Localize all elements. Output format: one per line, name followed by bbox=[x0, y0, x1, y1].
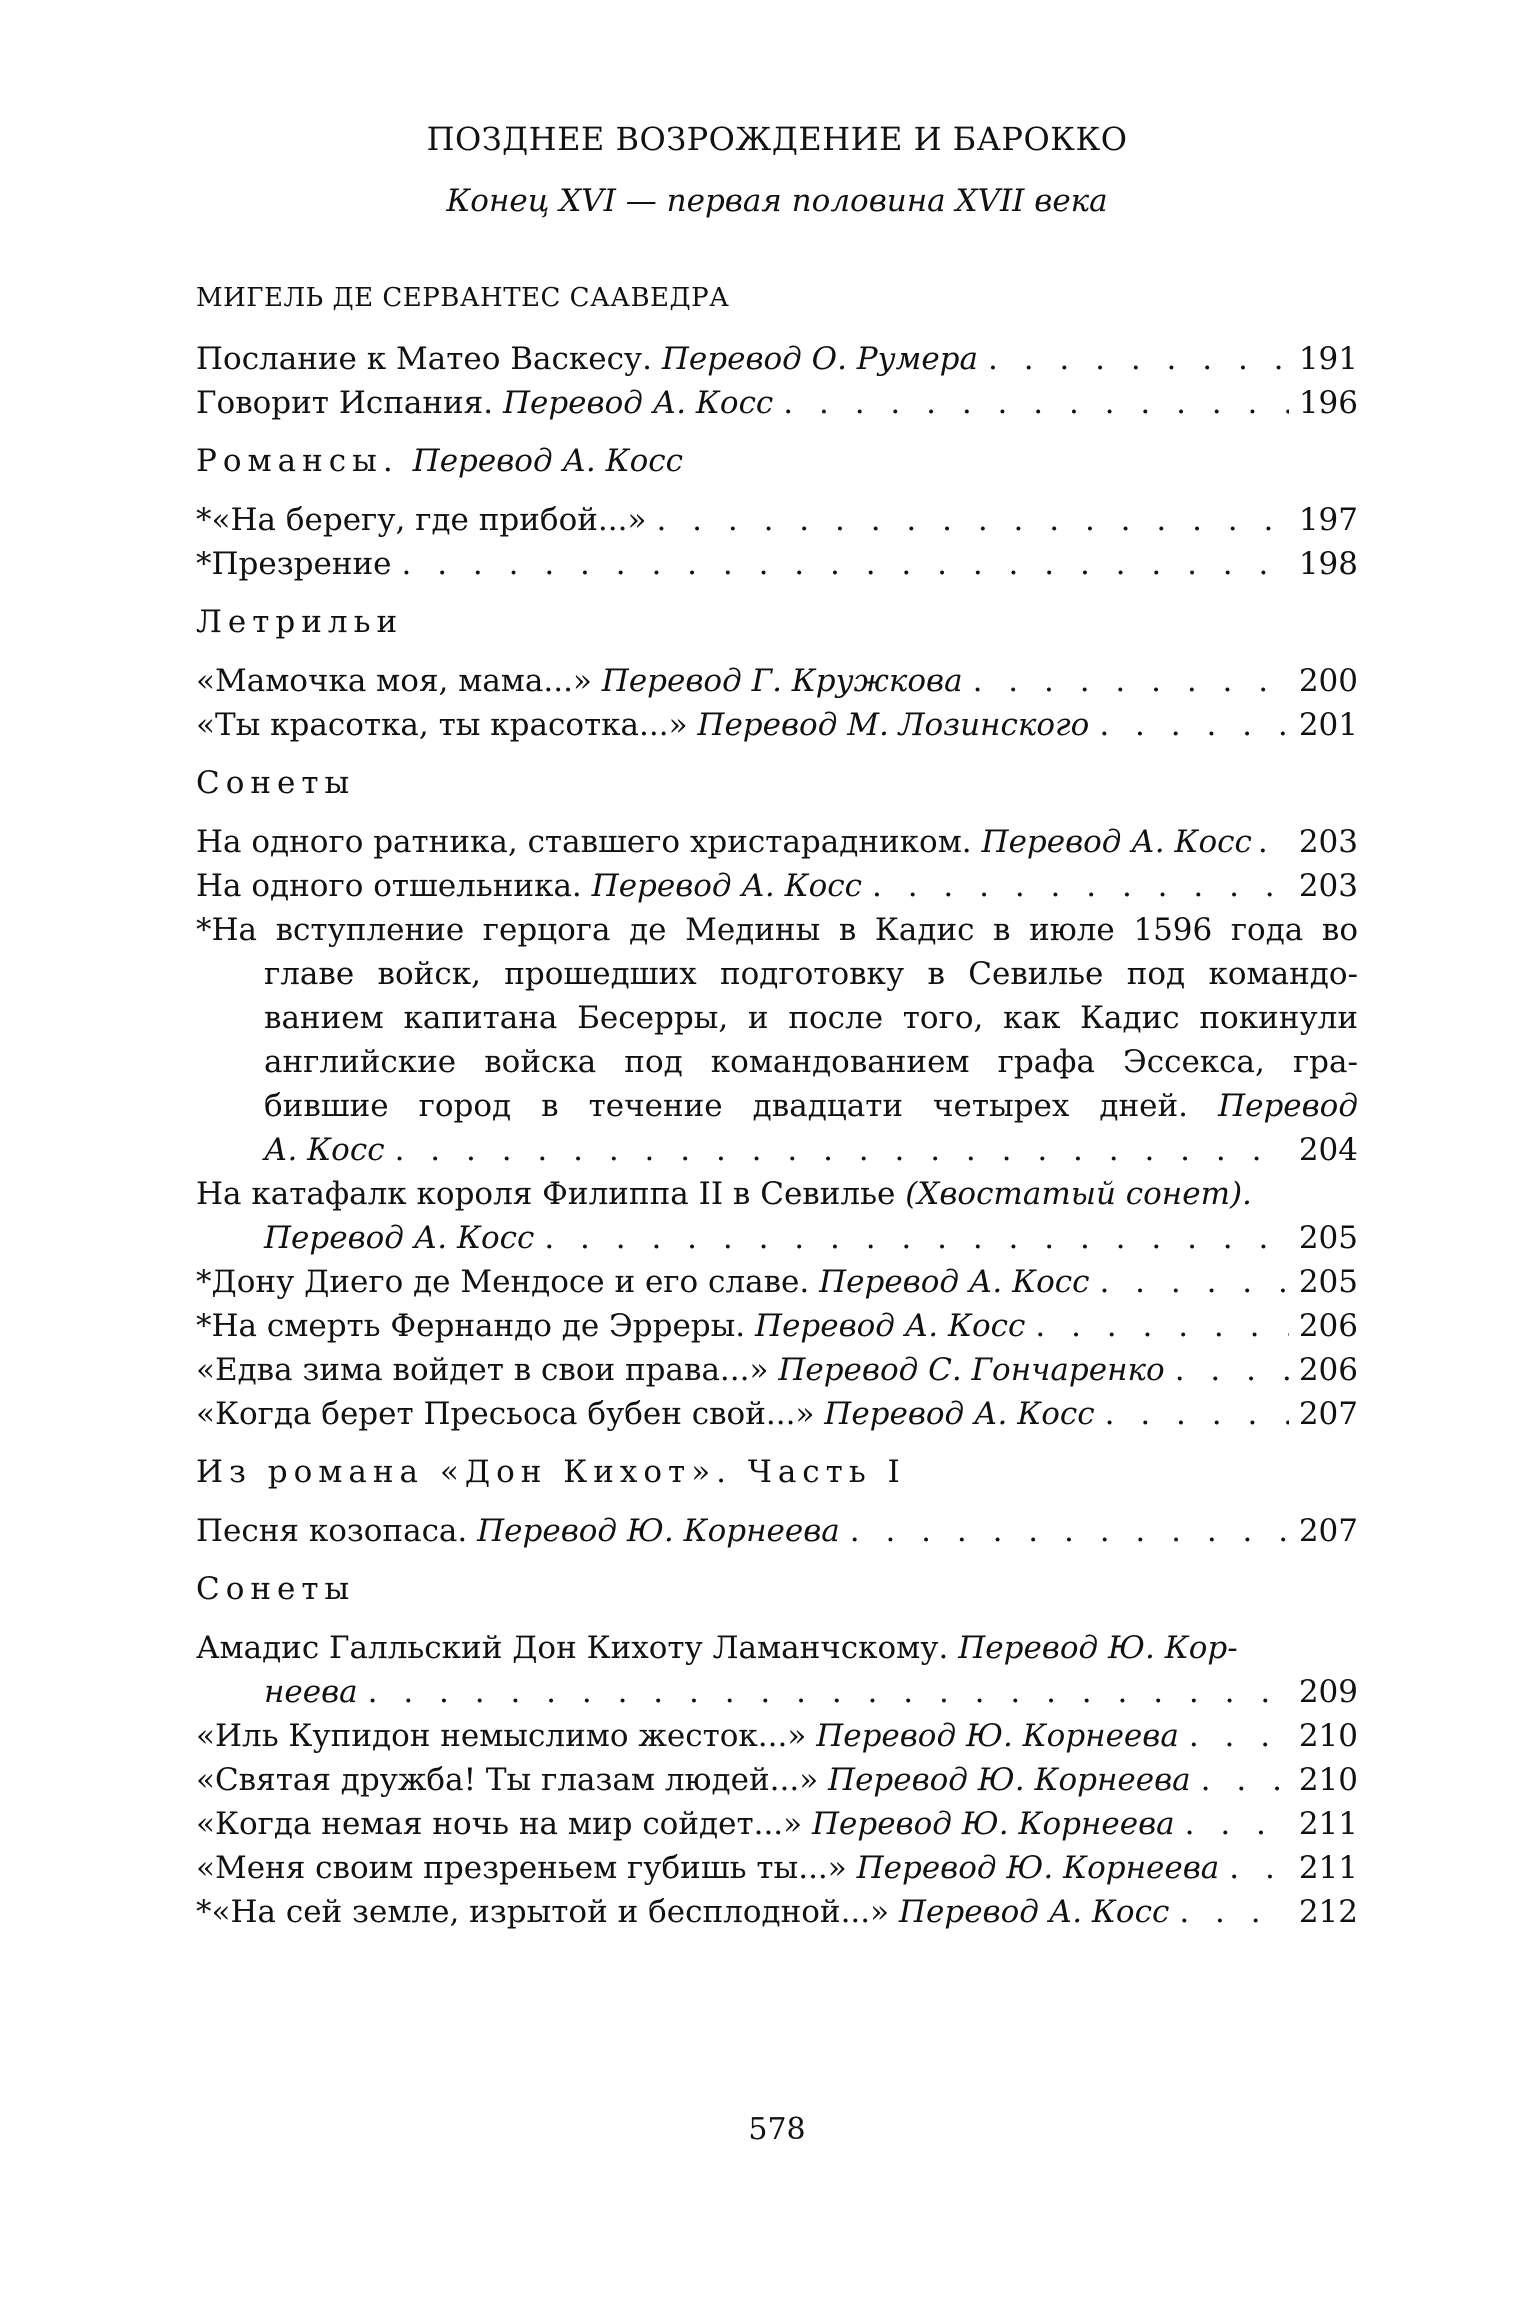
entry-translator: Перевод Г. Кружкова bbox=[601, 663, 963, 699]
subsection-heading: Сонеты bbox=[196, 1571, 356, 1607]
entry-title: На одного ратника, ставшего христарадником. bbox=[196, 824, 972, 860]
entry-title: «Иль Купидон немыслимо жесток...» bbox=[196, 1718, 807, 1754]
dot-leader bbox=[1229, 1846, 1289, 1890]
entry-title: На катафалк короля Филиппа II в Севилье bbox=[196, 1176, 896, 1212]
entry-page: 207 bbox=[1298, 1396, 1358, 1432]
entry-translator: А. Косс bbox=[264, 1132, 385, 1168]
subsection-heading: Летрильи bbox=[196, 604, 404, 640]
entry-title-line: бившие город в течение двадцати четырех дней. bbox=[264, 1088, 1189, 1124]
page-number: 578 bbox=[748, 2112, 806, 2147]
entry-title: «Ты красотка, ты красотка...» bbox=[196, 707, 688, 743]
dot-leader bbox=[1175, 1348, 1289, 1392]
entry-title: *На смерть Фернандо де Эрреры. bbox=[196, 1308, 746, 1344]
dot-leader bbox=[395, 1128, 1289, 1172]
entry-title-line: ванием капитана Бесерры, и после того, как Кадис покинули bbox=[264, 1000, 1358, 1036]
entry-page: 209 bbox=[1298, 1674, 1358, 1710]
toc-entry bbox=[196, 864, 1358, 908]
dot-leader bbox=[1099, 1260, 1288, 1304]
entry-page: 196 bbox=[1298, 385, 1358, 421]
entry-page: 206 bbox=[1298, 1308, 1358, 1344]
dot-leader bbox=[1201, 1758, 1289, 1802]
entry-page: 204 bbox=[1298, 1132, 1358, 1168]
entry-translator: Перевод А. Косс bbox=[264, 1220, 535, 1256]
section-title: ПОЗДНЕЕ ВОЗРОЖДЕНИЕ И БАРОККО bbox=[426, 120, 1128, 158]
section-subtitle: Конец XVI — первая половина XVII века bbox=[446, 183, 1108, 219]
toc-entry bbox=[196, 498, 1358, 542]
toc-entry bbox=[196, 542, 1358, 586]
entry-title-line: главе войск, прошедших подготовку в Севилье под командо- bbox=[264, 956, 1358, 992]
toc-entry bbox=[196, 1758, 1358, 1802]
author-heading: МИГЕЛЬ ДЕ СЕРВАНТЕС СААВЕДРА bbox=[196, 283, 730, 313]
entry-translator: Перевод А. Косс bbox=[981, 824, 1252, 860]
toc-entry bbox=[196, 659, 1358, 703]
entry-translator: Перевод Ю. Корнеева bbox=[816, 1718, 1179, 1754]
entry-title: «Святая дружба! Ты глазам людей...» bbox=[196, 1762, 819, 1798]
entry-translator: Перевод А. Косс bbox=[591, 868, 862, 904]
toc-entry bbox=[196, 1304, 1358, 1348]
subsection-heading: Романсы. Перевод А. Косс bbox=[196, 443, 684, 479]
entry-page: 198 bbox=[1298, 546, 1358, 582]
toc-entry bbox=[196, 1802, 1358, 1846]
entry-translator: Перевод bbox=[1218, 1088, 1358, 1124]
toc-entry bbox=[196, 381, 1358, 425]
toc-entry bbox=[196, 1890, 1358, 1934]
toc-entry bbox=[196, 1260, 1358, 1304]
dot-leader bbox=[1189, 1714, 1289, 1758]
entry-translator: Перевод А. Косс bbox=[819, 1264, 1090, 1300]
entry-translator: Перевод Ю. Корнеева bbox=[811, 1806, 1175, 1842]
entry-title-line: *На вступление герцога де Медины в Кадис в июле 1596 года во bbox=[196, 912, 1358, 948]
entry-title: Говорит Испания. bbox=[196, 385, 494, 421]
dot-leader bbox=[872, 864, 1289, 908]
entry-translator: Перевод Ю. Корнеева bbox=[856, 1850, 1220, 1886]
entry-title: На одного отшельника. bbox=[196, 868, 582, 904]
entry-page: 212 bbox=[1298, 1894, 1358, 1930]
entry-translator: Перевод А. Косс bbox=[755, 1308, 1026, 1344]
entry-page: 207 bbox=[1298, 1513, 1358, 1549]
dot-leader bbox=[850, 1509, 1289, 1553]
entry-page: 203 bbox=[1298, 824, 1358, 860]
entry-title-line: английские войска под командованием графа Эссекса, гра- bbox=[264, 1044, 1358, 1080]
dot-leader bbox=[1179, 1890, 1289, 1934]
dot-leader bbox=[656, 498, 1288, 542]
table-of-contents bbox=[196, 337, 1358, 1934]
entry-page: 211 bbox=[1298, 1806, 1358, 1842]
toc-entry bbox=[196, 1846, 1358, 1890]
toc-entry bbox=[196, 820, 1358, 864]
dot-leader bbox=[1035, 1304, 1288, 1348]
toc-entry bbox=[196, 1348, 1358, 1392]
dot-leader bbox=[973, 659, 1289, 703]
entry-title: Амадис Галльский Дон Кихоту Ламанчскому. bbox=[196, 1630, 949, 1666]
entry-title: *«На сей земле, изрытой и бесплодной...» bbox=[196, 1894, 890, 1930]
entry-page: 210 bbox=[1298, 1762, 1358, 1798]
subsection-heading: Из романа «Дон Кихот». Часть I bbox=[196, 1454, 906, 1490]
toc-entry bbox=[196, 337, 1358, 381]
dot-leader bbox=[1099, 703, 1288, 747]
entry-page: 191 bbox=[1298, 341, 1358, 377]
toc-entry bbox=[196, 703, 1358, 747]
entry-title: *Дону Диего де Мендосе и его славе. bbox=[196, 1264, 810, 1300]
toc-entry bbox=[196, 1714, 1358, 1758]
toc-entry-multiline bbox=[196, 1172, 1358, 1260]
entry-title: «Меня своим презреньем губишь ты...» bbox=[196, 1850, 847, 1886]
dot-leader bbox=[1105, 1392, 1289, 1436]
entry-title: Песня козопаса. bbox=[196, 1513, 468, 1549]
dot-leader bbox=[368, 1670, 1289, 1714]
entry-translator: Перевод А. Косс bbox=[502, 385, 774, 421]
dot-leader bbox=[783, 381, 1289, 425]
entry-translator: Перевод С. Гончаренко bbox=[778, 1352, 1165, 1388]
entry-title: «Мамочка моя, мама...» bbox=[196, 663, 592, 699]
subsection-translator: Перевод А. Косс bbox=[412, 443, 684, 479]
entry-page: 210 bbox=[1298, 1718, 1358, 1754]
entry-translator: Перевод А. Косс bbox=[824, 1396, 1095, 1432]
entry-translator: Перевод Ю. Корнеева bbox=[477, 1513, 840, 1549]
entry-page: 200 bbox=[1298, 663, 1358, 699]
entry-title: «Когда берет Пресьоса бубен свой...» bbox=[196, 1396, 815, 1432]
toc-entry-multiline bbox=[196, 908, 1358, 1172]
entry-translator: Перевод М. Лозинского bbox=[697, 707, 1090, 743]
entry-page: 201 bbox=[1298, 707, 1358, 743]
entry-page: 205 bbox=[1298, 1220, 1358, 1256]
entry-page: 197 bbox=[1298, 502, 1358, 538]
toc-entry-multiline bbox=[196, 1626, 1358, 1714]
entry-translator: неева bbox=[264, 1674, 358, 1710]
toc-entry bbox=[196, 1509, 1358, 1553]
entry-title: «Едва зима войдет в свои права...» bbox=[196, 1352, 769, 1388]
dot-leader bbox=[1258, 820, 1293, 864]
entry-page: 205 bbox=[1298, 1264, 1358, 1300]
entry-page: 211 bbox=[1298, 1850, 1358, 1886]
dot-leader bbox=[1185, 1802, 1289, 1846]
entry-translator: Перевод Ю. Кор- bbox=[958, 1630, 1238, 1666]
entry-translator: Перевод Ю. Корнеева bbox=[828, 1762, 1191, 1798]
dot-leader bbox=[402, 542, 1289, 586]
entry-title: *Презрение bbox=[196, 546, 392, 582]
entry-title-extra: (Хвостатый сонет). bbox=[905, 1176, 1252, 1212]
entry-page: 206 bbox=[1298, 1352, 1358, 1388]
entry-translator: Перевод А. Косс bbox=[898, 1894, 1170, 1930]
entry-title: Послание к Матео Васкесу. bbox=[196, 341, 653, 377]
entry-page: 203 bbox=[1298, 868, 1358, 904]
entry-title: *«На берегу, где прибой...» bbox=[196, 502, 647, 538]
dot-leader bbox=[544, 1216, 1288, 1260]
dot-leader bbox=[988, 337, 1289, 381]
entry-title: «Когда немая ночь на мир сойдет...» bbox=[196, 1806, 803, 1842]
subsection-heading: Сонеты bbox=[196, 765, 356, 801]
entry-translator: Перевод О. Румера bbox=[661, 341, 979, 377]
toc-entry bbox=[196, 1392, 1358, 1436]
